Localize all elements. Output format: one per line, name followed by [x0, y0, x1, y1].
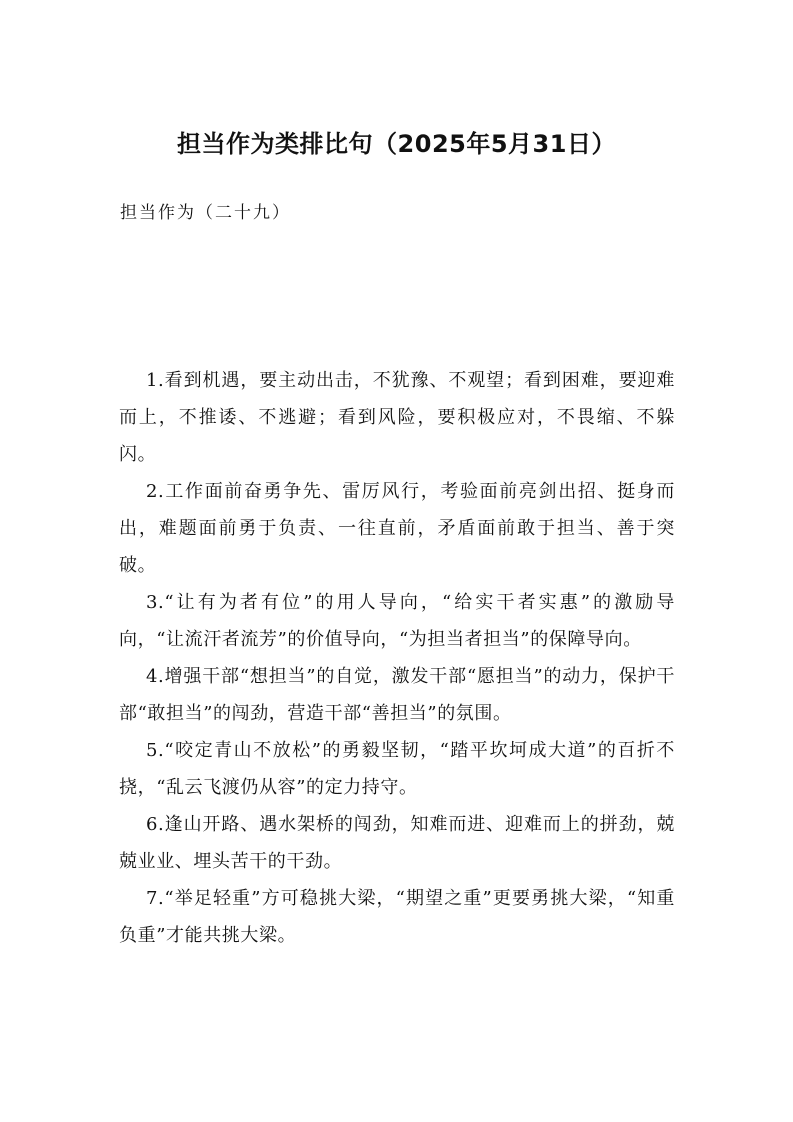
paragraph-7: 7.“举足轻重”方可稳挑大梁，“期望之重”更要勇挑大梁，“知重负重”才能共挑大梁。	[119, 888, 675, 946]
document-title: 担当作为类排比句（2025年5月31日）	[177, 130, 616, 158]
paragraph-5: 5.“咬定青山不放松”的勇毅坚韧，“踏平坎坷成大道”的百折不挠，“乱云飞渡仍从容”的定力持守。	[119, 740, 675, 798]
paragraph-4: 4.增强干部“想担当”的自觉，激发干部“愿担当”的动力，保护干部“敢担当”的闯劲，营造干部“善担当”的氛围。	[119, 666, 675, 724]
document-subtitle: 担当作为（二十九）	[120, 203, 291, 223]
paragraph-2: 2.工作面前奋勇争先、雷厉风行，考验面前亮剑出招、挺身而出，难题面前勇于负责、一往直前，矛盾面前敢于担当、善于突破。	[119, 481, 675, 576]
paragraph-1: 1.看到机遇，要主动出击，不犹豫、不观望；看到困难，要迎难而上，不推诿、不逃避；看到风险，要积极应对，不畏缩、不躲闪。	[119, 370, 675, 465]
paragraph-3: 3.“让有为者有位”的用人导向，“给实干者实惠”的激励导向，“让流汗者流芳”的价值导向，“为担当者担当”的保障导向。	[119, 592, 675, 650]
document-body	[119, 362, 675, 954]
paragraph-6: 6.逢山开路、遇水架桥的闯劲，知难而进、迎难而上的拼劲，兢兢业业、埋头苦干的干劲。	[119, 814, 675, 872]
